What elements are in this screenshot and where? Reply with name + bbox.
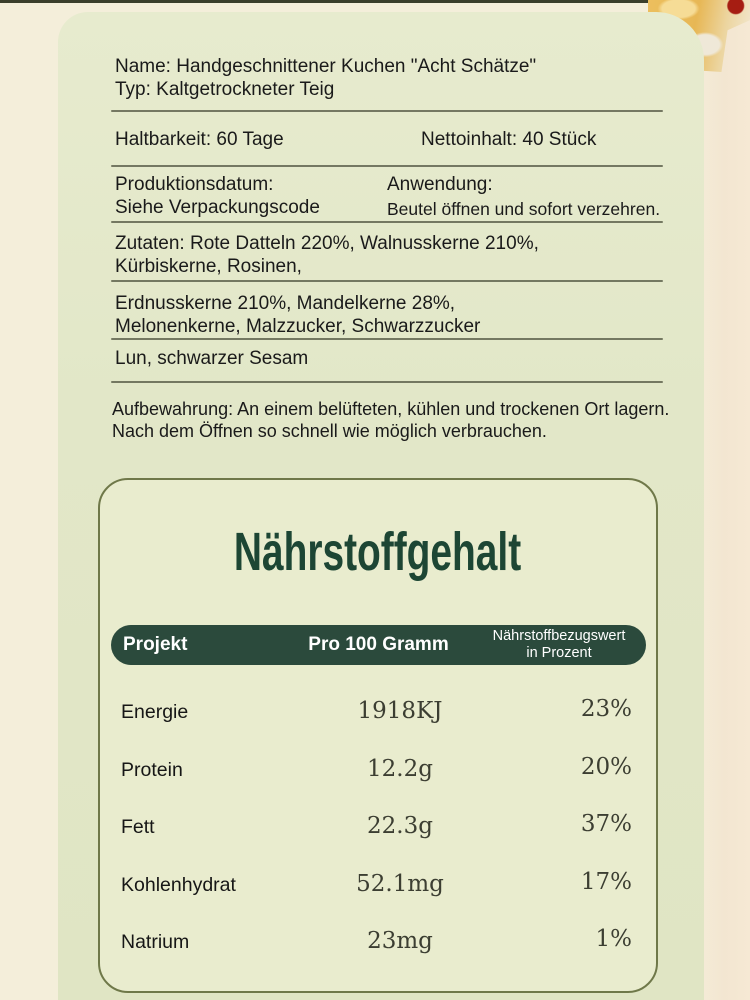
row-percent: 17% — [580, 869, 632, 895]
field-usage-label: Anwendung: — [387, 174, 493, 195]
row-label: Kohlenhydrat — [121, 874, 236, 896]
storage-line-1: Aufbewahrung: An einem belüfteten, kühlen und trockenen Ort lagern. — [112, 399, 670, 419]
separator-4 — [111, 280, 663, 282]
field-production-date-value: Siehe Verpackungscode — [115, 197, 320, 218]
row-value: 52.1mg — [356, 871, 444, 897]
field-production-date-label: Produktionsdatum: — [115, 174, 274, 195]
header-col-reference-value — [478, 628, 640, 662]
nutrition-row-fett — [98, 813, 658, 847]
ingredients-line-4: Melonenkerne, Malzzucker, Schwarzzucker — [115, 316, 481, 337]
nutrition-row-energie — [98, 698, 658, 732]
row-label: Fett — [121, 816, 155, 838]
header-col-reference-line2: in Prozent — [526, 645, 592, 661]
nutrition-title: Nährstoffgehalt — [234, 522, 522, 582]
field-usage-value: Beutel öffnen und sofort verzehren. — [387, 199, 661, 219]
nutrition-header-bar — [111, 625, 646, 665]
top-border-line — [0, 0, 750, 3]
row-value: 12.2g — [367, 756, 433, 782]
row-value: 1918KJ — [357, 698, 443, 724]
ingredients-line-3: Erdnusskerne 210%, Mandelkerne 28%, — [115, 293, 456, 314]
row-percent: 1% — [595, 926, 632, 952]
field-type: Typ: Kaltgetrockneter Teig — [115, 79, 335, 100]
row-label: Energie — [121, 701, 189, 723]
nutrition-row-natrium — [98, 928, 658, 962]
ingredients-line-5: Lun, schwarzer Sesam — [115, 348, 309, 369]
nutrition-row-protein — [98, 756, 658, 790]
field-shelf-life: Haltbarkeit: 60 Tage — [115, 129, 284, 150]
row-percent: 23% — [580, 696, 632, 722]
row-label: Protein — [121, 759, 183, 781]
storage-line-2: Nach dem Öffnen so schnell wie möglich verbrauchen. — [112, 421, 547, 441]
separator-1 — [111, 110, 663, 112]
separator-6 — [111, 381, 663, 383]
separator-2 — [111, 165, 663, 167]
header-col-per-100g: Pro 100 Gramm — [308, 634, 449, 655]
separator-5 — [111, 338, 663, 340]
row-label: Natrium — [121, 931, 190, 953]
row-value: 22.3g — [367, 813, 433, 839]
ingredients-line-1: Zutaten: Rote Datteln 220%, Walnusskerne 210%, — [115, 233, 539, 254]
row-percent: 37% — [580, 811, 632, 837]
header-col-project: Projekt — [123, 634, 188, 655]
field-name: Name: Handgeschnittener Kuchen "Acht Schätze" — [115, 56, 537, 77]
row-value: 23mg — [367, 928, 433, 954]
ingredients-line-2: Kürbiskerne, Rosinen, — [115, 256, 302, 277]
field-net-content: Nettoinhalt: 40 Stück — [421, 129, 597, 150]
nutrition-row-kohlenhydrat — [98, 871, 658, 905]
row-percent: 20% — [580, 754, 632, 780]
separator-3 — [111, 221, 663, 223]
header-col-reference-line1: Nährstoffbezugswert — [492, 628, 626, 644]
